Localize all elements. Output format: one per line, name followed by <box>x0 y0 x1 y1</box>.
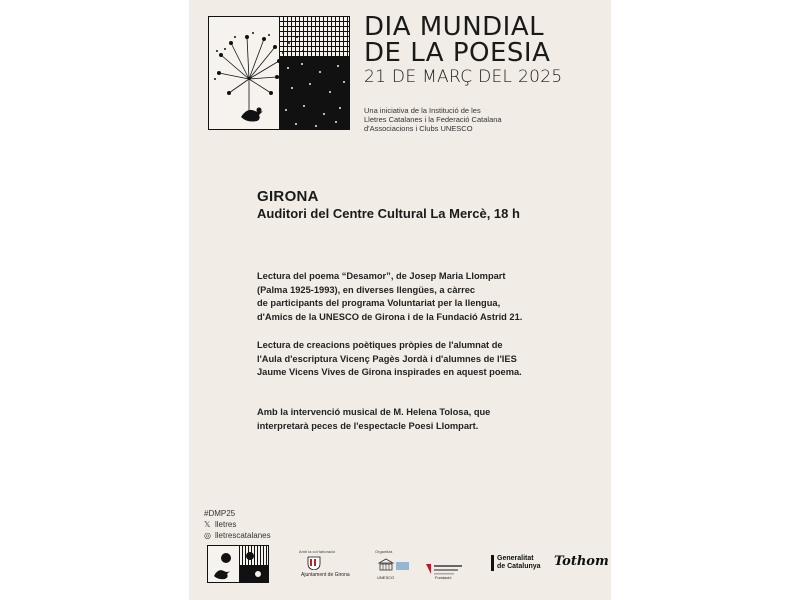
sponsor-label-organizer: Organitza <box>375 549 393 554</box>
paragraph-line: interpretarà peces de l'espectacle Poesi Llompart. <box>257 420 479 431</box>
title-line-2: DE LA POESIA <box>364 38 551 68</box>
paragraph-line: Amb la intervenció musical de M. Helena Tolosa, que <box>257 407 491 417</box>
intro-line: Lletres Catalanes i la Federació Catalana <box>364 115 502 124</box>
sponsor-label-collaboration: Amb la col·laboració <box>299 549 336 554</box>
bird-icon <box>208 546 269 583</box>
generalitat-logo: Generalitat de Catalunya <box>491 555 541 571</box>
city-heading: GIRONA <box>257 188 319 205</box>
fundacio-logo-icon <box>425 562 465 576</box>
paragraph-line: l'Aula d'escriptura Vicenç Pagès Jordà i d'alumnes de l'IES <box>257 353 517 364</box>
paragraph-creations <box>257 339 587 380</box>
ajuntament-shield-icon <box>307 556 321 570</box>
hashtag: #DMP25 <box>204 509 236 518</box>
sponsor-unesco: UNESCO <box>377 575 395 580</box>
social-links <box>204 508 271 541</box>
paragraph-line: d'Amics de la UNESCO de Girona i de la Fundació Astrid 21. <box>257 311 523 322</box>
venue-heading: Auditori del Centre Cultural La Mercè, 18 h <box>257 206 520 221</box>
dandelion-bird-illustration <box>209 17 350 130</box>
sponsor-ajuntament: Ajuntament de Girona <box>301 572 350 578</box>
title-line-1: DIA MUNDIAL <box>364 12 545 42</box>
paragraph-line: Jaume Vicens Vives de Girona inspirades en aquest poema. <box>257 367 522 377</box>
paragraph-reading <box>257 270 587 324</box>
instagram-icon: ◎ <box>204 531 211 540</box>
instagram-link[interactable]: ◎ lletrescatalanes <box>204 531 271 540</box>
dmp-footer-logo <box>207 545 269 583</box>
event-date: 21 DE MARÇ DEL 2025 <box>364 67 563 87</box>
sponsor-fundacio: Fundació <box>435 575 452 580</box>
paragraph-music <box>257 406 587 433</box>
x-icon: 𝕏 <box>204 520 211 529</box>
poster-artwork <box>208 16 350 130</box>
paragraph-line: de participants del programa Voluntariat per la llengua, <box>257 298 501 308</box>
paragraph-line: (Palma 1925-1993), en diverses llengües, a càrrec <box>257 284 476 295</box>
unesco-logo-icon <box>377 557 411 573</box>
title-block <box>364 14 604 87</box>
poster <box>189 0 611 600</box>
tothom-logo: Tothom <box>554 554 609 569</box>
intro-line: Una iniciativa de la Institució de les <box>364 106 481 115</box>
paragraph-line: Lectura del poema “Desamor”, de Josep Maria Llompart <box>257 271 506 281</box>
intro-text <box>364 106 584 133</box>
paragraph-line: Lectura de creacions poètiques pròpies de l'alumnat de <box>257 340 503 350</box>
x-link[interactable]: 𝕏 lletres <box>204 520 237 529</box>
intro-line: d'Associacions i Clubs UNESCO <box>364 124 473 133</box>
